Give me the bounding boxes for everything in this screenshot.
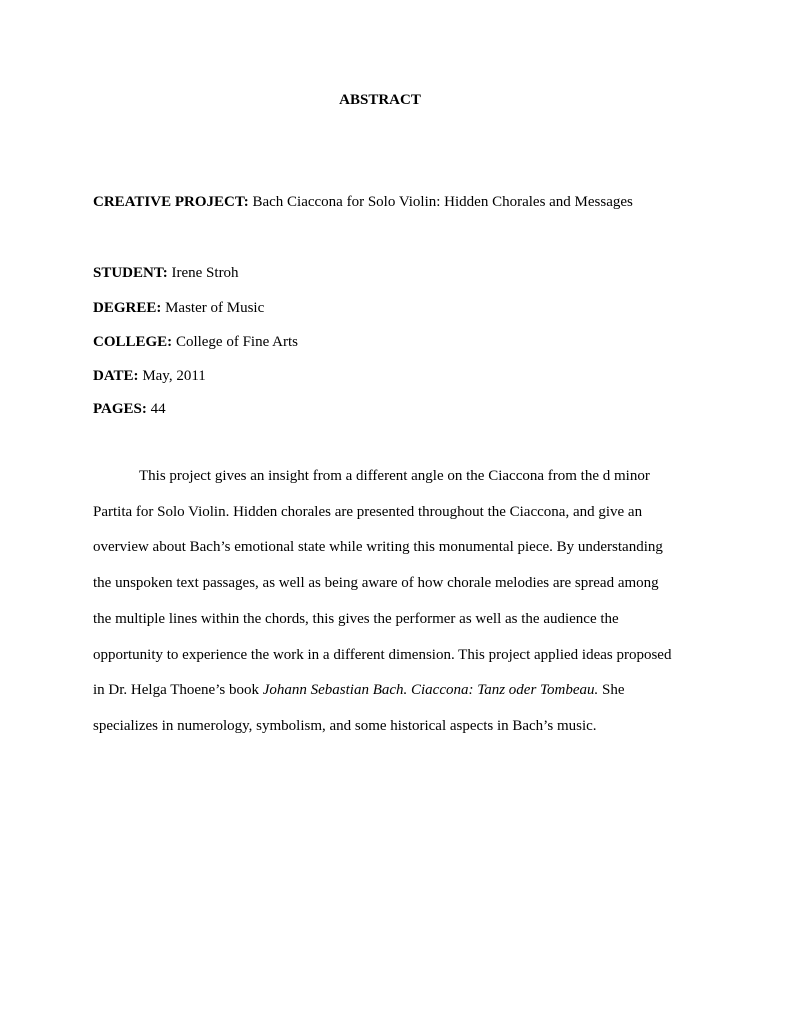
- date-field: [93, 368, 206, 385]
- college-value: College of Fine Arts: [175, 334, 299, 350]
- book-title: Johann Sebastian Bach. Ciaccona: Tanz oder Tombeau.: [262, 682, 599, 699]
- abstract-line: overview about Bach’s emotional state while writing this monumental piece. By understanding: [93, 539, 663, 556]
- abstract-line: This project gives an insight from a different angle on the Ciaccona from the d minor: [139, 468, 650, 484]
- abstract-line: the multiple lines within the chords, this gives the performer as well as the audience the: [93, 610, 619, 627]
- creative-project-label: CREATIVE PROJECT:: [93, 194, 249, 210]
- degree-value: Master of Music: [165, 300, 265, 316]
- abstract-heading: ABSTRACT: [339, 92, 421, 108]
- abstract-line: Partita for Solo Violin. Hidden chorales are presented throughout the Ciaccona, and give an: [93, 503, 643, 520]
- abstract-paragraph: [93, 459, 703, 745]
- student-field: [93, 265, 239, 282]
- student-label: STUDENT:: [93, 265, 168, 281]
- abstract-line: specializes in numerology, symbolism, and some historical aspects in Bach’s music.: [93, 717, 597, 734]
- degree-field: [93, 300, 264, 317]
- abstract-line: the unspoken text passages, as well as being aware of how chorale melodies are spread among: [93, 575, 659, 592]
- pages-field: [93, 401, 166, 418]
- date-value: May, 2011: [142, 368, 206, 384]
- line-text: She: [598, 682, 625, 699]
- pages-label: PAGES:: [93, 401, 147, 417]
- creative-project-value: Bach Ciaccona for Solo Violin: Hidden Chorales and Messages: [252, 194, 633, 210]
- student-value: Irene Stroh: [171, 265, 239, 281]
- abstract-line: [93, 673, 703, 709]
- line-text: in Dr. Helga Thoene’s book: [93, 682, 263, 699]
- creative-project-field: [93, 194, 633, 211]
- date-label: DATE:: [93, 368, 139, 384]
- pages-value: 44: [150, 401, 166, 417]
- degree-label: DEGREE:: [93, 300, 162, 316]
- abstract-line: opportunity to experience the work in a different dimension. This project applied ideas proposed: [93, 646, 672, 663]
- college-field: [93, 334, 298, 351]
- college-label: COLLEGE:: [93, 334, 173, 350]
